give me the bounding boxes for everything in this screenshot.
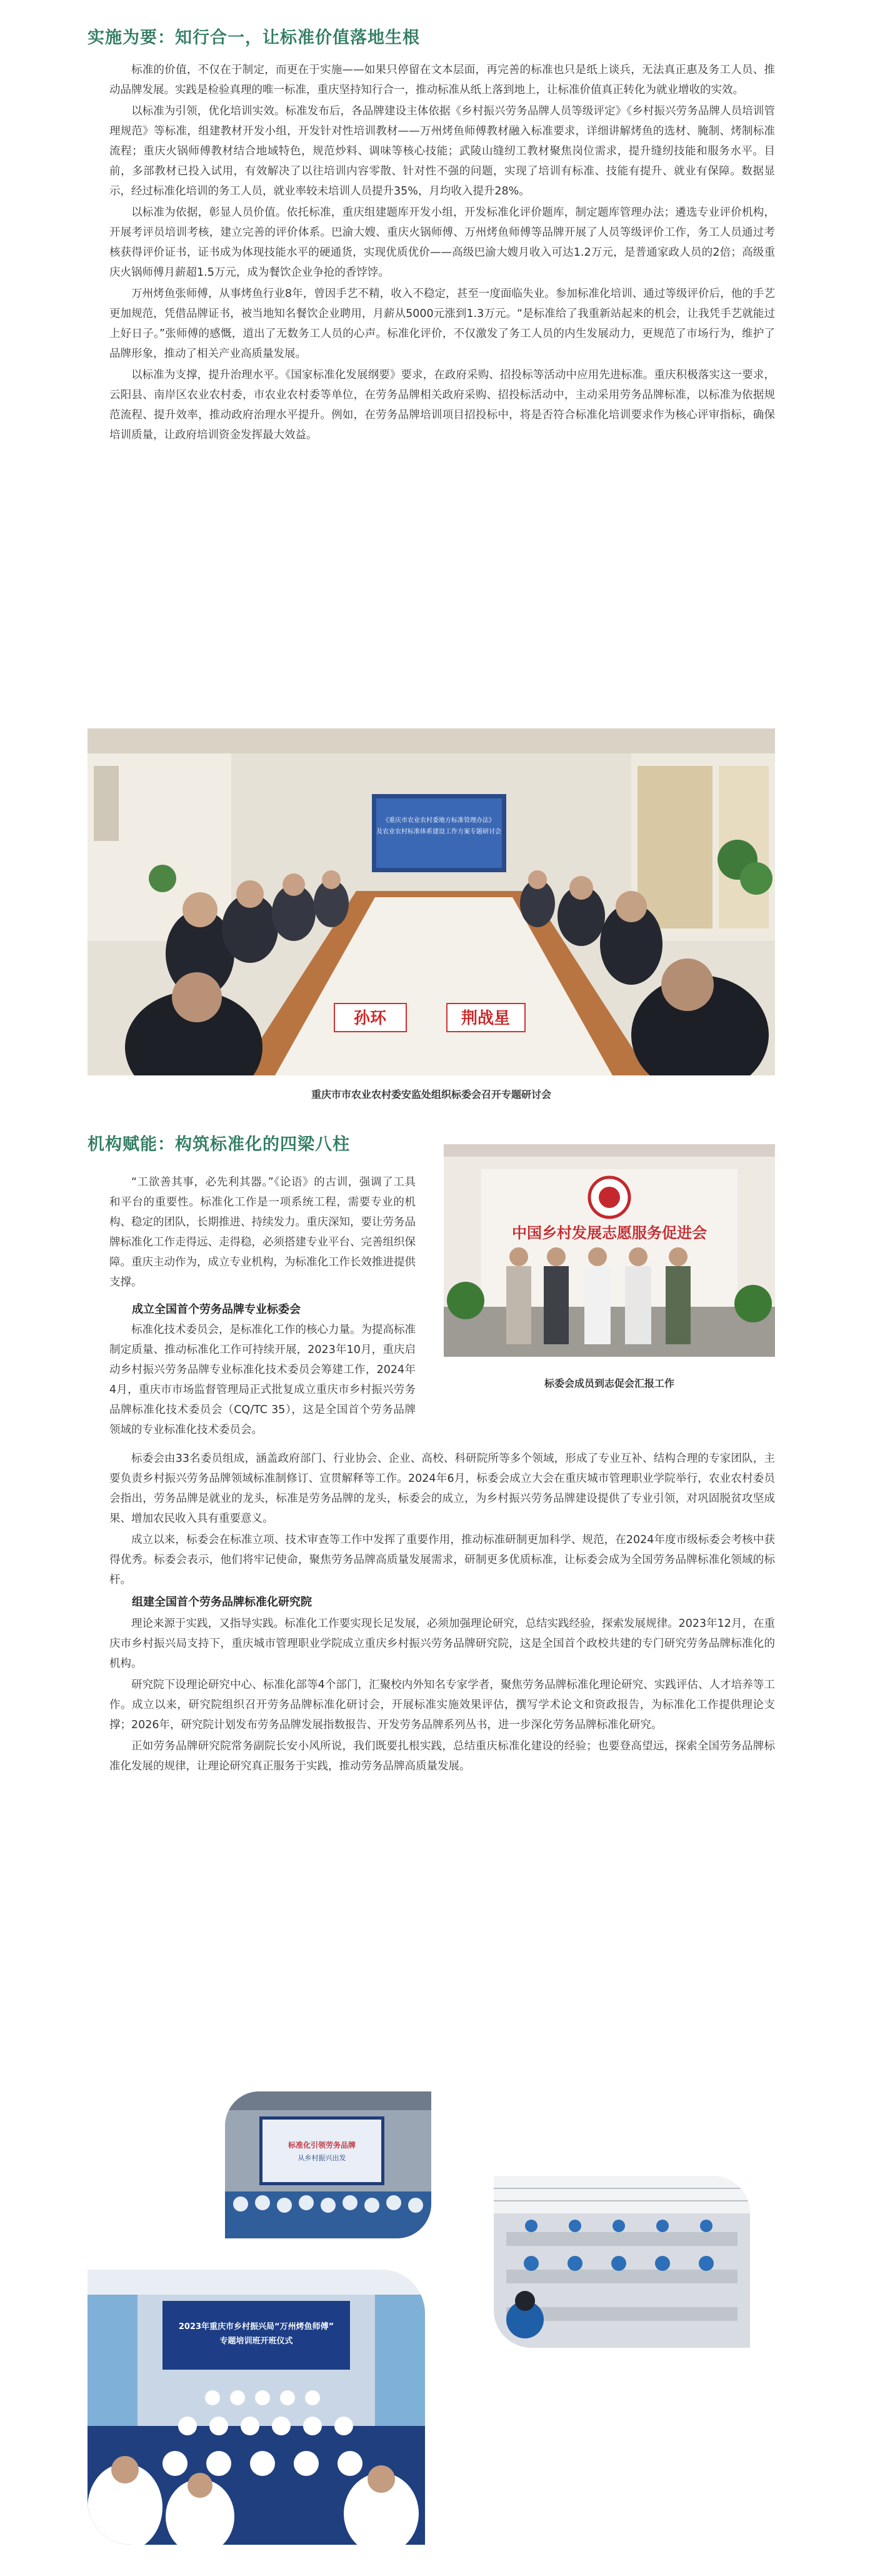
wall-text: 中国乡村发展志愿服务促进会	[512, 1224, 707, 1242]
sewing-workshop-photo	[494, 2176, 750, 2348]
section-implementation-body	[109, 60, 775, 446]
paragraph: 万州烤鱼张师傅，从事烤鱼行业8年，曾因手艺不精，收入不稳定，甚至一度面临失业。参加标准化培训、通过等级评价后，他的手艺更加规范，凭借品牌证书，被当地知名餐饮企业聘用，月薪从5000元涨到1.3万元。“是标准给了我重新站起来的机会，让我凭手艺就能过上好日子。”张师傅的感慨，道出了无数务工人员的心声。标准化评价，不仅激发了务工人员的内生发展动力，更规范了市场行为，维护了品牌形象，推动了相关产业高质量发展。	[109, 288, 775, 360]
nameplate: 孙环	[353, 1009, 387, 1028]
section-institutions-body	[109, 1449, 775, 1778]
screen-text: 从乡村振兴出发	[298, 2154, 346, 2162]
paragraph: 成立以来，标委会在标准立项、技术审查等工作中发挥了重要作用，推动标准研制更加科学、规范，在2024年度市级标委会考核中获得优秀。标委会表示，他们将牢记使命，聚焦劳务品牌高质量发展需求，研制更多优质标准，让标委会成为全国劳务品牌标准化领域的标杆。	[109, 1534, 775, 1586]
screen-text: 2023年重庆市乡村振兴局“万州烤鱼师傅”	[178, 2322, 334, 2332]
meeting-photo	[88, 728, 775, 1075]
paragraph: 正如劳务品牌研究院常务副院长安小风所说，我们既要扎根实践，总结重庆标准化建设的经验；也要登高望远，探索全国劳务品牌标准化发展的规律，让理论研究真正服务于实践，推动劳务品牌高质量发展。	[109, 1740, 775, 1773]
chef-training-photo	[88, 2270, 425, 2545]
paragraph: 理论来源于实践，又指导实践。标准化工作要实现长足发展，必须加强理论研究，总结实践经验，探索发展规律。2023年12月，在重庆市乡村振兴局支持下，重庆城市管理职业学院成立重庆乡村振兴劳务品牌研究院，这是全国首个政校共建的专门研究劳务品牌标准化的机构。	[109, 1618, 775, 1670]
paragraph: 以标准为引领，优化培训实效。标准发布后，各品牌建设主体依据《乡村振兴劳务品牌人员等级评定》《乡村振兴劳务品牌人员培训管理规范》等标准，组建教材开发小组，开发针对性培训教材——万州烤鱼师傅教材融入标准要求，详细讲解烤鱼的选材、腌制、烤制标准流程；重庆火锅师傅教材结合地域特色，规范炒料、调味等核心技能；武陵山缝纫工教材聚焦岗位需求，提升缝纫技能和服务水平。目前，多部教材已投入试用，有效解决了以往培训内容零散、针对性不强的问题，实现了培训有标准、技能有提升、就业有保障。数据显示，经过标准化培训的务工人员，就业率较未培训人员提升35%，月均收入提升28%。	[109, 105, 775, 198]
paragraph: 标准化技术委员会，是标准化工作的核心力量。为提高标准制定质量、推动标准化工作可持续开展，2023年10月，重庆启动乡村振兴劳务品牌专业标准化技术委员会筹建工作，2024年4月，重庆市市场监督管理局正式批复成立重庆市乡村振兴劳务品牌标准化技术委员会（CQ/TC 35），这是全国首个劳务品牌领域的专业标准化技术委员会。	[109, 1324, 416, 1436]
meeting-photo-caption: 重庆市市农业农村委安监处组织标委会召开专题研讨会	[311, 1089, 551, 1100]
screen-text: 及农业农村标准体系建设工作方案专题研讨会	[376, 828, 501, 835]
subsection-title-institute: 组建全国首个劳务品牌标准化研究院	[132, 1596, 312, 1609]
group-photo-caption: 标委会成员到志促会汇报工作	[544, 1377, 674, 1389]
screen-text: 专题培训班开班仪式	[219, 2337, 293, 2346]
paragraph: “工欲善其事，必先利其器。”《论语》的古训，强调了工具和平台的重要性。标准化工作是一项系统工程，需要专业的机构、稳定的团队，长期推进、持续发力。重庆深知，要让劳务品牌标准化工作走得远、走得稳，必须搭建专业平台、完善组织保障。重庆主动作为，成立专业机构，为标准化工作长效推进提供支撑。	[109, 1176, 416, 1289]
screen-text: 《重庆市农业农村委地方标准管理办法》	[382, 817, 495, 824]
screen-text: 标准化引领劳务品牌	[288, 2141, 356, 2150]
section-title-implementation: 实施为要：知行合一，让标准价值落地生根	[88, 28, 420, 48]
paragraph: 以标准为依据，彰显人员价值。依托标准，重庆组建题库开发小组，开发标准化评价题库，制定题库管理办法；遴选专业评价机构，开展考评员培训考核，建立完善的评价体系。巴渝大嫂、重庆火锅师傅、万州烤鱼师傅等品牌开展了人员等级评价工作，务工人员通过考核获得评价证书，证书成为体现技能水平的硬通货，实现优质优价——高级巴渝大嫂月收入可达1.2万元，是普通家政人员的2倍；高级重庆火锅师傅月薪超1.5万元，成为餐饮企业争抢的香饽饽。	[109, 206, 775, 279]
section-title-institutions: 机构赋能：构筑标准化的四梁八柱	[88, 1135, 350, 1154]
paragraph: 研究院下设理论研究中心、标准化部等4个部门，汇聚校内外知名专家学者，聚焦劳务品牌标准化理论研究、实践评估、人才培养等工作。成立以来，研究院组织召开劳务品牌标准化研讨会，开展标准实施效果评估，撰写学术论文和资政报告，为标准化工作提供理论支撑；2026年，研究院计划发布劳务品牌发展指数报告、开发劳务品牌系列丛书，进一步深化劳务品牌标准化研究。	[109, 1679, 775, 1731]
section-institutions-intro	[109, 1172, 416, 1440]
training-hall-photo	[225, 2091, 431, 2238]
paragraph: 标准的价值，不仅在于制定，而更在于实施——如果只停留在文本层面，再完善的标准也只是纸上谈兵，无法真正惠及务工人员、推动品牌发展。实践是检验真理的唯一标准，重庆坚持知行合一，推动标准从纸上落到地上，让标准价值真正转化为就业增收的实效。	[109, 64, 775, 96]
group-photo	[444, 1144, 775, 1357]
subsection-title-committee: 成立全国首个劳务品牌专业标委会	[132, 1303, 301, 1316]
paragraph: 标委会由33名委员组成，涵盖政府部门、行业协会、企业、高校、科研院所等多个领域，形成了专业互补、结构合理的专家团队，主要负责乡村振兴劳务品牌领域标准制修订、宣贯解释等工作。2024年6月，标委会成立大会在重庆城市管理职业学院举行，农业农村委员会指出，劳务品牌是就业的龙头，标准是劳务品牌的龙头，标委会的成立，为乡村振兴劳务品牌建设提供了专业引领，对巩固脱贫攻坚成果、增加农民收入具有重要意义。	[109, 1452, 775, 1525]
nameplate: 荆战星	[461, 1009, 511, 1028]
paragraph: 以标准为支撑，提升治理水平。《国家标准化发展纲要》要求，在政府采购、招投标等活动中应用先进标准。重庆积极落实这一要求，云阳县、南岸区农业农村委，市农业农村委等单位，在劳务品牌相关政府采购、招投标活动中，主动采用劳务品牌标准，以标准为依据规范流程、提升效率，推动政府治理水平提升。例如，在劳务品牌培训项目招投标中，将是否符合标准化培训要求作为核心评审指标，确保培训质量，让政府培训资金发挥最大效益。	[109, 369, 775, 441]
